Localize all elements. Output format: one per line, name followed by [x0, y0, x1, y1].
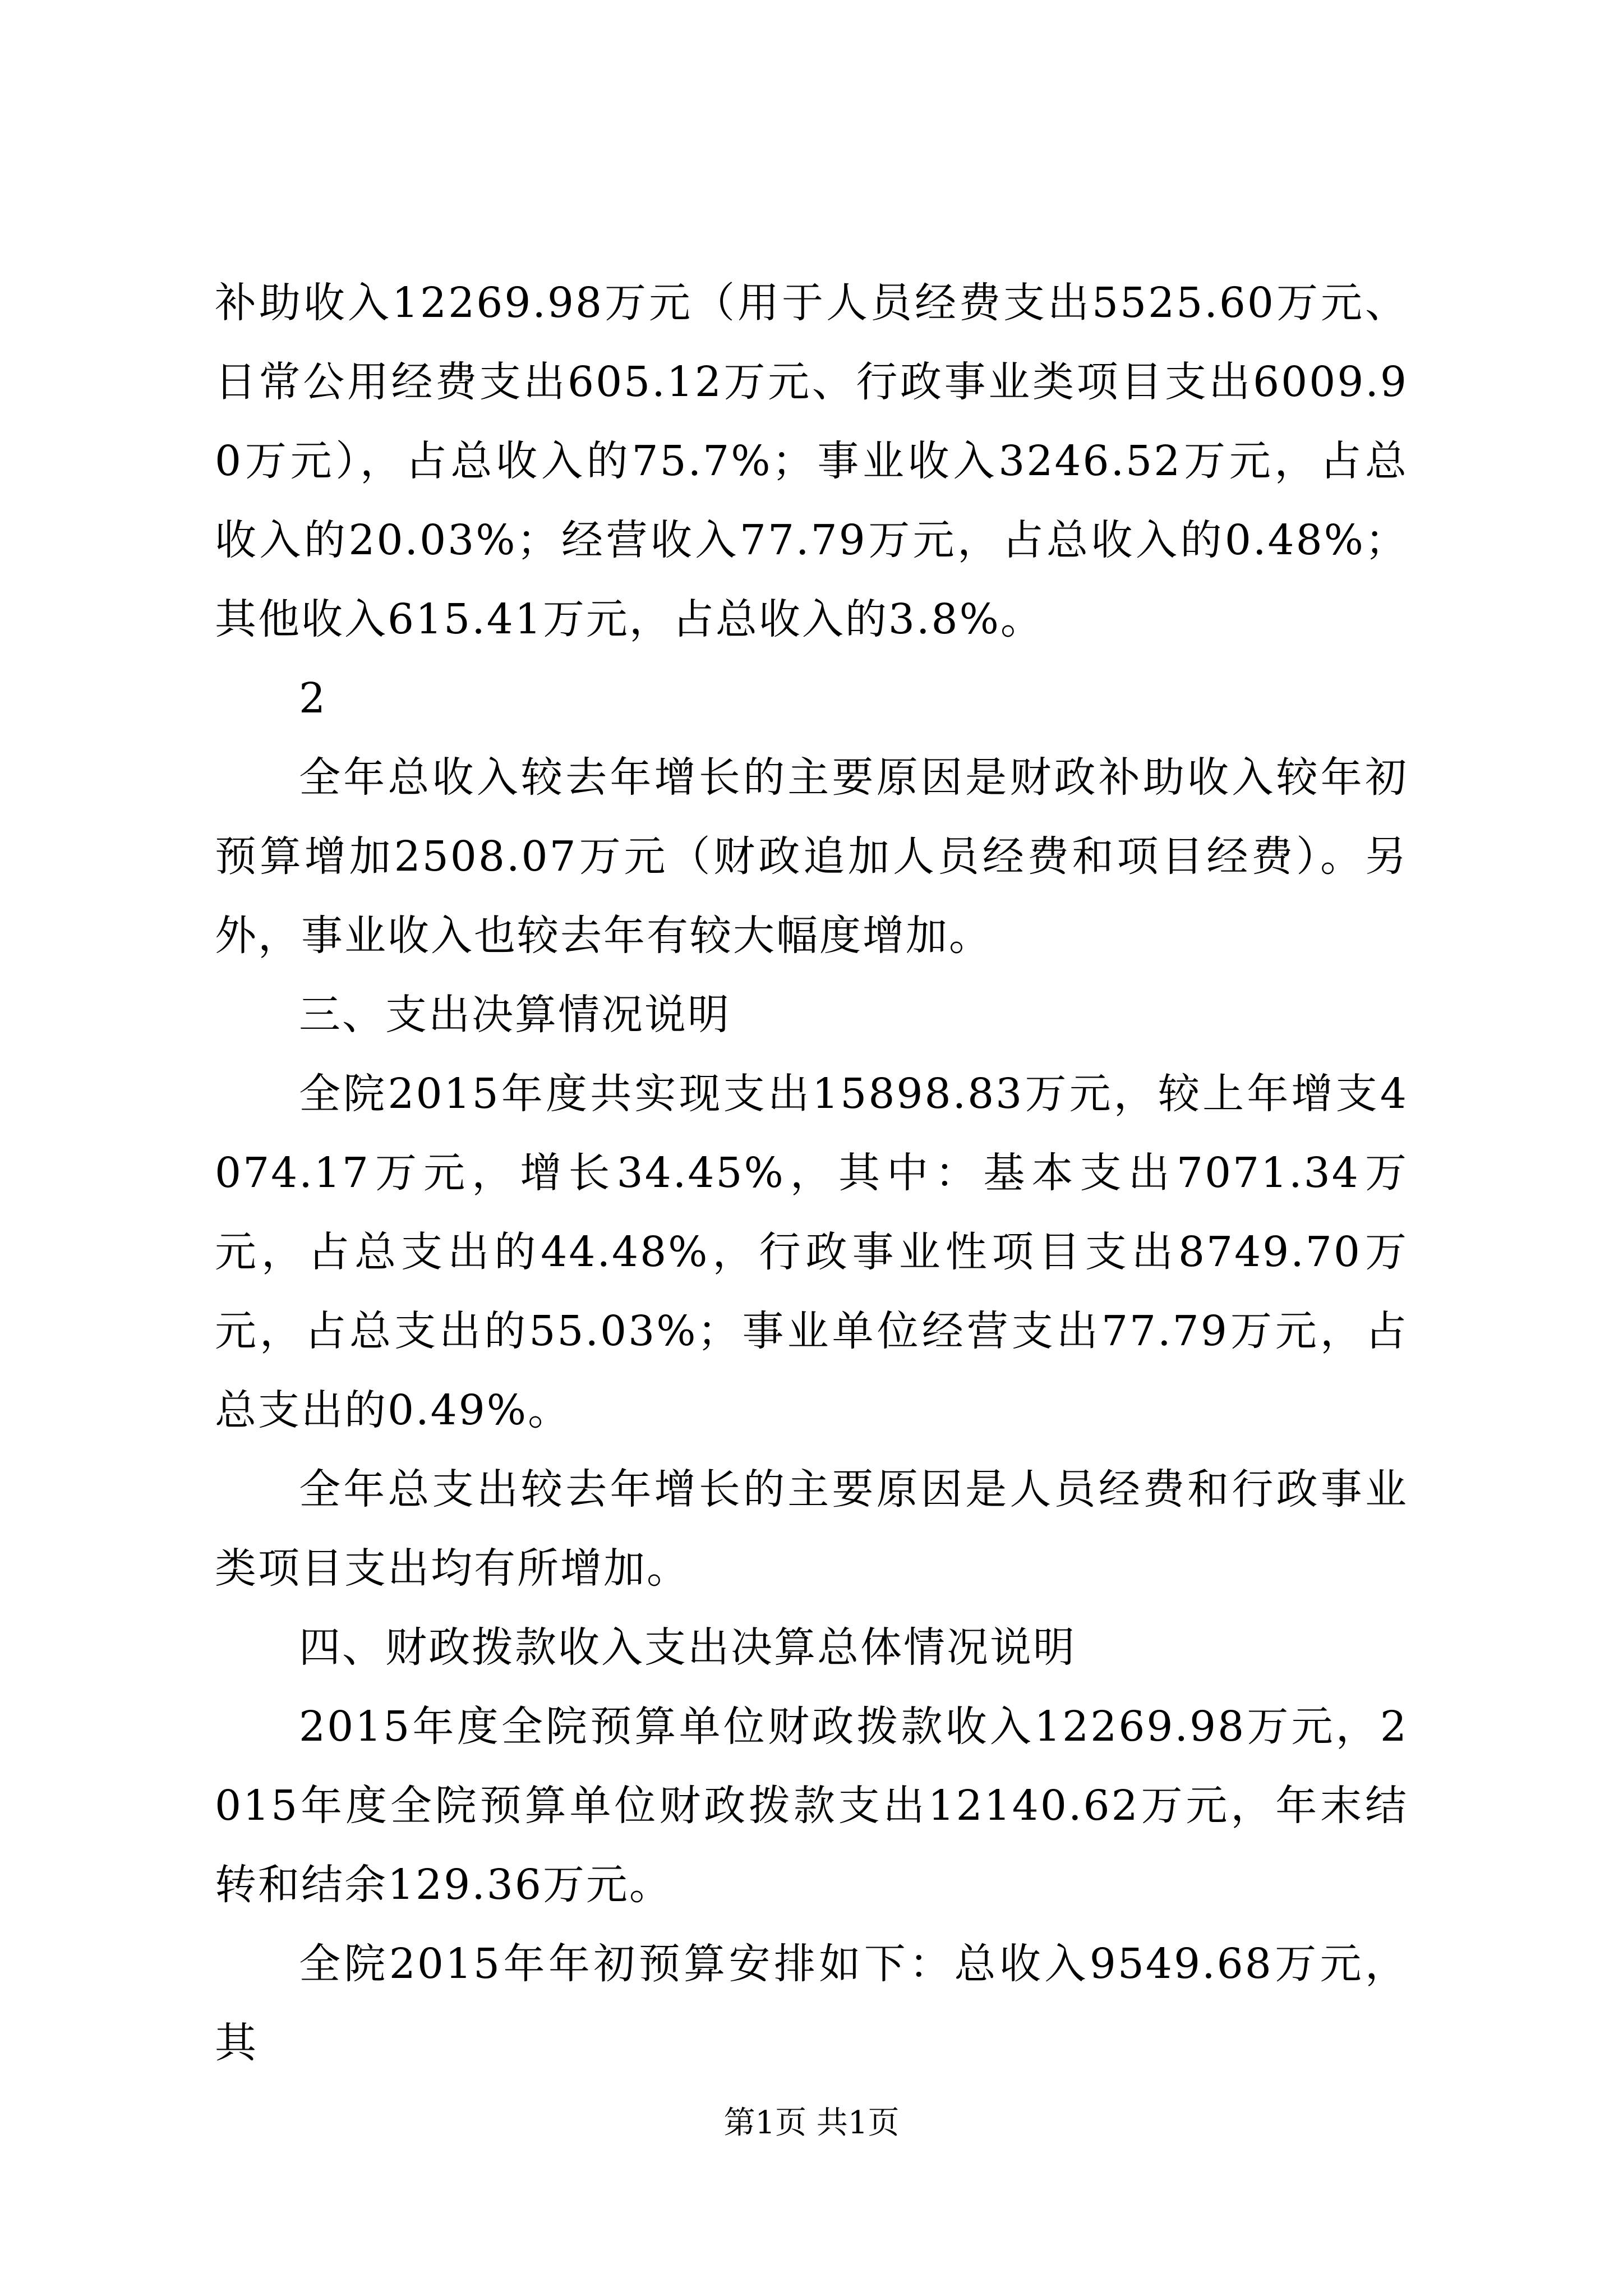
section-heading-expenditure: 三、支出决算情况说明 — [299, 991, 731, 1039]
paragraph-income-breakdown: 补助收入12269.98万元（用于人员经费支出5525.60万元、日常公用经费支出605.12万元、行政事业类项目支出6009.90万元），占总收入的75.7%；事业收入3246.52万元，占总收入的20.03%；经营收入77.79万元，占总收入的0.48%；其他收入615.41万元，占总收入的3.8%。 — [215, 279, 1408, 643]
page-number-label: 第1页 共1页 — [723, 2105, 900, 2141]
page-footer — [0, 2104, 1623, 2143]
paragraph-expenditure-breakdown: 全院2015年度共实现支出15898.83万元，较上年增支4074.17万元，增长34.45%，其中：基本支出7071.34万元，占总支出的44.48%，行政事业性项目支出8749.70万元，占总支出的55.03%；事业单位经营支出77.79万元，占总支出的0.49%。 — [215, 1070, 1408, 1434]
paragraph-initial-budget: 全院2015年年初预算安排如下：总收入9549.68万元，其 — [215, 1940, 1408, 2067]
paragraph-fiscal-appropriation: 2015年度全院预算单位财政拨款收入12269.98万元，2015年度全院预算单位财政拨款支出12140.62万元，年末结转和结余129.36万元。 — [215, 1703, 1408, 1909]
paragraph-page-number-2: 2 — [299, 674, 328, 723]
section-heading-fiscal-appropriation: 四、财政拨款收入支出决算总体情况说明 — [299, 1623, 1076, 1672]
document-body — [215, 264, 1408, 2083]
paragraph-expenditure-growth-reason: 全年总支出较去年增长的主要原因是人员经费和行政事业类项目支出均有所增加。 — [215, 1465, 1408, 1593]
paragraph-income-growth-reason: 全年总收入较去年增长的主要原因是财政补助收入较年初预算增加2508.07万元（财政追加人员经费和项目经费）。另外，事业收入也较去年有较大幅度增加。 — [215, 753, 1408, 960]
